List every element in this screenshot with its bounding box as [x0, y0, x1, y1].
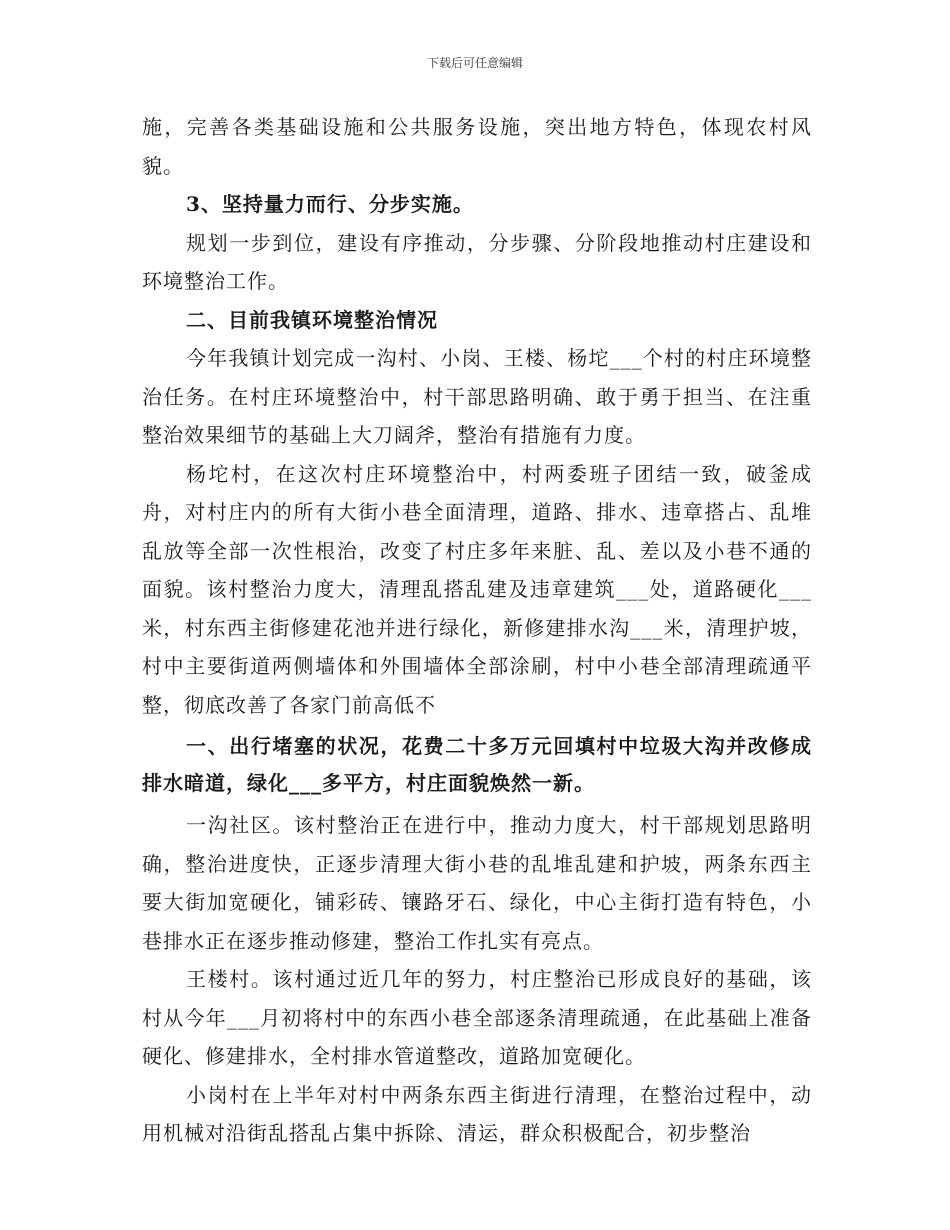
document-body	[142, 108, 812, 1153]
paragraph-wanglou-village: 王楼村。该村通过近几年的努力，村庄整治已形成良好的基础，该村从今年___月初将村中的东西小巷全部逐条清理疏通，在此基础上准备硬化、修建排水，全村排水管道整改，道路加宽硬化。	[142, 967, 812, 1068]
paragraph-yangtuo-village: 杨坨村，在这次村庄环境整治中，村两委班子团结一致，破釜成舟，对村庄内的所有大街小巷全面清理，道路、排水、违章搭占、乱堆乱放等全部一次性根治，改变了村庄多年来脏、乱、差以及小巷不通的面貌。该村整治力度大，清理乱搭乱建及违章建筑___处，道路硬化___米，村东西主街修建花池并进行绿化，新修建排水沟___米，清理护坡，村中主要街道两侧墙体和外围墙体全部涂刷，村中小巷全部清理疏通平整，彻底改善了各家门前高低不	[142, 461, 812, 717]
heading-section-2: 二、目前我镇环境整治情况	[186, 307, 438, 332]
heading-principle-3: 3、坚持量力而行、分步实施。	[186, 192, 474, 216]
paragraph-yigou-community: 一沟社区。该村整治正在进行中，推动力度大，村干部规划思路明确，整治进度快，正逐步清理大街小巷的乱堆乱建和护坡，两条东西主要大街加宽硬化，铺彩砖、镶路牙石、绿化，中心主街打造有特色，小巷排水正在逐步推动修建，整治工作扎实有亮点。	[142, 813, 812, 953]
heading-travel-blockage: 一、出行堵塞的状况，花费二十多万元回填村中垃圾大沟并改修成排水暗道，绿化___多平方，村庄面貌焕然一新。	[142, 734, 812, 795]
paragraph-continuation: 施，完善各类基础设施和公共服务设施，突出地方特色，体现农村风貌。	[142, 115, 812, 178]
paragraph-planning: 规划一步到位，建设有序推动，分步骤、分阶段地推动村庄建设和环境整治工作。	[142, 230, 812, 293]
page-header: 下载后可任意编辑	[426, 56, 523, 70]
paragraph-xiaogang-village: 小岗村在上半年对村中两条东西主街进行清理，在整治过程中，动用机械对沿街乱搭乱占集中拆除、清运，群众积极配合，初步整治	[142, 1082, 812, 1145]
paragraph-plan-overview: 今年我镇计划完成一沟村、小岗、王楼、杨坨___个村的村庄环境整治任务。在村庄环境整治中，村干部思路明确、敢于勇于担当、在注重整治效果细节的基础上大刀阔斧，整治有措施有力度。	[142, 346, 812, 447]
